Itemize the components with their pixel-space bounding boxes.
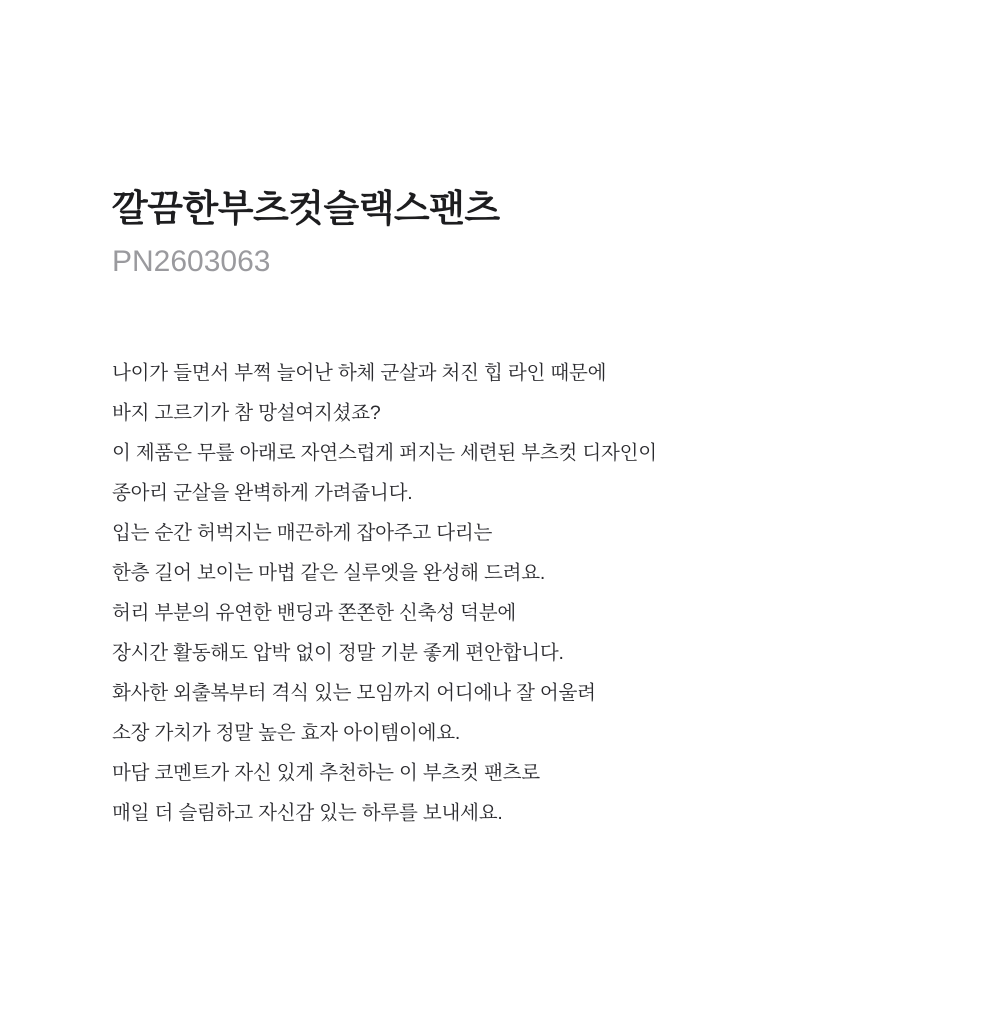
description-line: 나이가 들면서 부쩍 늘어난 하체 군살과 처진 힙 라인 때문에 [112,362,607,385]
description-line: 허리 부분의 유연한 밴딩과 쫀쫀한 신축성 덕분에 [112,602,517,625]
content-container [112,186,912,833]
description-line: 바지 고르기가 참 망설여지셨죠? [112,402,381,425]
description-line: 한층 길어 보이는 마법 같은 실루엣을 완성해 드려요. [112,562,546,585]
product-code: PN2603063 [112,245,271,279]
description-line: 종아리 군살을 완벽하게 가려줍니다. [112,482,413,505]
description-line: 마담 코멘트가 자신 있게 추천하는 이 부츠컷 팬츠로 [112,762,540,785]
description-line: 화사한 외출복부터 격식 있는 모임까지 어디에나 잘 어울려 [112,682,596,705]
product-description [112,353,912,833]
description-line: 입는 순간 허벅지는 매끈하게 잡아주고 다리는 [112,522,493,545]
description-line: 장시간 활동해도 압박 없이 정말 기분 좋게 편안합니다. [112,642,564,665]
page-title: 깔끔한부츠컷슬랙스팬츠 [112,188,500,229]
description-line: 소장 가치가 정말 높은 효자 아이템이에요. [112,722,461,745]
description-line: 매일 더 슬림하고 자신감 있는 하루를 보내세요. [112,802,503,825]
description-line: 이 제품은 무릎 아래로 자연스럽게 퍼지는 세련된 부츠컷 디자인이 [112,442,657,465]
